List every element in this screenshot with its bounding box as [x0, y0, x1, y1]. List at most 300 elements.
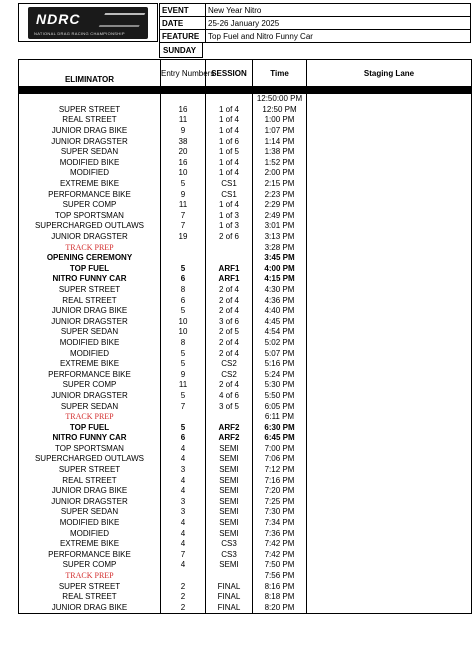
staging-lane-cell — [307, 253, 472, 264]
time-cell: 7:36 PM — [253, 528, 307, 539]
time-cell: 5:07 PM — [253, 348, 307, 359]
staging-lane-cell — [307, 571, 472, 582]
entry-count-cell: 5 — [161, 422, 206, 433]
staging-lane-cell — [307, 422, 472, 433]
table-row — [19, 592, 472, 603]
entry-count-cell: 11 — [161, 115, 206, 126]
session-cell: SEMI — [206, 454, 253, 465]
table-row — [19, 242, 472, 253]
schedule-table — [18, 59, 472, 614]
time-cell: 2:29 PM — [253, 200, 307, 211]
time-cell: 3:45 PM — [253, 253, 307, 264]
table-row — [19, 348, 472, 359]
session-cell: 2 of 4 — [206, 295, 253, 306]
entry-count-cell: 2 — [161, 603, 206, 614]
eliminator-cell: PERFORMANCE BIKE — [19, 369, 161, 380]
time-cell: 5:30 PM — [253, 380, 307, 391]
entry-count-cell: 10 — [161, 327, 206, 338]
eliminator-cell: SUPER STREET — [19, 465, 161, 476]
eliminator-cell: PERFORMANCE BIKE — [19, 189, 161, 200]
eliminator-cell: TRACK PREP — [19, 571, 161, 582]
session-cell: SEMI — [206, 475, 253, 486]
eliminator-cell: SUPER SEDAN — [19, 507, 161, 518]
time-cell: 7:30 PM — [253, 507, 307, 518]
eliminator-cell: TOP FUEL — [19, 422, 161, 433]
session-cell: 3 of 6 — [206, 316, 253, 327]
table-row — [19, 401, 472, 412]
staging-lane-cell — [307, 316, 472, 327]
table-row — [19, 136, 472, 147]
entry-count-cell: 5 — [161, 391, 206, 402]
time-cell: 8:20 PM — [253, 603, 307, 614]
entry-count-cell — [161, 242, 206, 253]
session-cell: CS1 — [206, 189, 253, 200]
session-cell: 2 of 4 — [206, 380, 253, 391]
eliminator-cell — [19, 94, 161, 105]
entry-count-cell: 3 — [161, 465, 206, 476]
eliminator-cell: SUPER STREET — [19, 581, 161, 592]
time-cell: 3:01 PM — [253, 221, 307, 232]
time-cell: 6:05 PM — [253, 401, 307, 412]
staging-lane-cell — [307, 454, 472, 465]
eliminator-cell: REAL STREET — [19, 475, 161, 486]
table-row — [19, 391, 472, 402]
session-cell: CS2 — [206, 369, 253, 380]
time-cell: 1:14 PM — [253, 136, 307, 147]
entry-count-cell: 3 — [161, 507, 206, 518]
time-cell: 12:50 PM — [253, 105, 307, 116]
entry-count-cell: 5 — [161, 179, 206, 190]
entry-count-cell — [161, 412, 206, 423]
staging-lane-cell — [307, 412, 472, 423]
session-cell: FINAL — [206, 581, 253, 592]
entry-count-cell: 8 — [161, 338, 206, 349]
table-row — [19, 454, 472, 465]
table-row — [19, 369, 472, 380]
staging-lane-cell — [307, 179, 472, 190]
eliminator-cell: MODIFIED BIKE — [19, 338, 161, 349]
staging-lane-cell — [307, 539, 472, 550]
session-cell: SEMI — [206, 486, 253, 497]
session-cell: FINAL — [206, 603, 253, 614]
entry-count-cell: 5 — [161, 264, 206, 275]
entry-count-cell: 6 — [161, 295, 206, 306]
event-row — [160, 4, 471, 17]
staging-lane-cell — [307, 232, 472, 243]
entry-count-cell: 6 — [161, 433, 206, 444]
session-cell: 2 of 4 — [206, 285, 253, 296]
staging-lane-cell — [307, 221, 472, 232]
entry-count-cell: 9 — [161, 189, 206, 200]
staging-lane-cell — [307, 528, 472, 539]
staging-lane-cell — [307, 359, 472, 370]
staging-lane-cell — [307, 136, 472, 147]
time-cell: 1:38 PM — [253, 147, 307, 158]
table-row — [19, 550, 472, 561]
time-cell: 7:50 PM — [253, 560, 307, 571]
table-row — [19, 359, 472, 370]
session-cell — [206, 242, 253, 253]
feature-value: Top Fuel and Nitro Funny Car — [206, 30, 471, 43]
session-header: SESSION — [206, 60, 253, 87]
time-cell: 7:06 PM — [253, 454, 307, 465]
session-cell: SEMI — [206, 528, 253, 539]
staging-lane-header: Staging Lane — [307, 60, 472, 87]
staging-lane-cell — [307, 94, 472, 105]
entry-count-cell: 4 — [161, 539, 206, 550]
entry-count-cell: 9 — [161, 369, 206, 380]
entry-count-cell: 2 — [161, 581, 206, 592]
staging-lane-cell — [307, 264, 472, 275]
staging-lane-cell — [307, 147, 472, 158]
table-row — [19, 603, 472, 614]
time-cell: 1:07 PM — [253, 126, 307, 137]
time-cell: 8:18 PM — [253, 592, 307, 603]
table-row — [19, 274, 472, 285]
date-row — [160, 17, 471, 30]
entry-count-cell: 10 — [161, 316, 206, 327]
session-cell: CS1 — [206, 179, 253, 190]
staging-lane-cell — [307, 444, 472, 455]
session-cell: 1 of 4 — [206, 115, 253, 126]
logo-subtitle: NATIONAL DRAG RACING CHAMPIONSHIP — [34, 30, 125, 36]
table-row — [19, 571, 472, 582]
entry-count-cell: 38 — [161, 136, 206, 147]
eliminator-cell: TOP SPORTSMAN — [19, 444, 161, 455]
session-cell: CS2 — [206, 359, 253, 370]
table-row — [19, 179, 472, 190]
entry-count-cell — [161, 253, 206, 264]
staging-lane-cell — [307, 105, 472, 116]
eliminator-cell: TOP SPORTSMAN — [19, 211, 161, 222]
entry-count-cell: 2 — [161, 592, 206, 603]
session-cell: 2 of 4 — [206, 348, 253, 359]
session-cell: CS3 — [206, 550, 253, 561]
time-cell: 7:56 PM — [253, 571, 307, 582]
eliminator-cell: MODIFIED BIKE — [19, 158, 161, 169]
staging-lane-cell — [307, 475, 472, 486]
ndrc-logo — [28, 7, 148, 39]
staging-lane-cell — [307, 401, 472, 412]
time-cell: 5:24 PM — [253, 369, 307, 380]
eliminator-cell: MODIFIED — [19, 528, 161, 539]
time-cell: 3:28 PM — [253, 242, 307, 253]
staging-lane-cell — [307, 242, 472, 253]
eliminator-cell: MODIFIED — [19, 348, 161, 359]
staging-lane-cell — [307, 369, 472, 380]
table-row — [19, 253, 472, 264]
eliminator-cell: SUPER SEDAN — [19, 147, 161, 158]
staging-lane-cell — [307, 465, 472, 476]
entry-count-cell: 16 — [161, 105, 206, 116]
entry-count-cell — [161, 571, 206, 582]
table-row — [19, 115, 472, 126]
time-cell: 6:45 PM — [253, 433, 307, 444]
time-cell: 1:00 PM — [253, 115, 307, 126]
staging-lane-cell — [307, 126, 472, 137]
session-cell: ARF2 — [206, 433, 253, 444]
entry-count-cell: 4 — [161, 518, 206, 529]
eliminator-cell: REAL STREET — [19, 115, 161, 126]
table-row — [19, 465, 472, 476]
session-cell: 1 of 4 — [206, 158, 253, 169]
staging-lane-cell — [307, 211, 472, 222]
table-row — [19, 105, 472, 116]
time-cell: 7:42 PM — [253, 550, 307, 561]
entry-numbers-header: Entry Numbers — [161, 60, 206, 87]
entry-count-cell: 5 — [161, 348, 206, 359]
eliminator-cell: NITRO FUNNY CAR — [19, 274, 161, 285]
logo-wing-graphic — [99, 13, 146, 27]
table-row — [19, 380, 472, 391]
session-cell: 1 of 4 — [206, 126, 253, 137]
table-row — [19, 507, 472, 518]
session-cell: 1 of 4 — [206, 168, 253, 179]
eliminator-cell: SUPERCHARGED OUTLAWS — [19, 454, 161, 465]
session-cell: SEMI — [206, 518, 253, 529]
eliminator-cell: JUNIOR DRAGSTER — [19, 316, 161, 327]
table-row — [19, 158, 472, 169]
entry-count-cell: 7 — [161, 401, 206, 412]
staging-lane-cell — [307, 274, 472, 285]
entry-count-cell: 4 — [161, 444, 206, 455]
staging-lane-cell — [307, 592, 472, 603]
time-cell: 7:25 PM — [253, 497, 307, 508]
eliminator-cell: EXTREME BIKE — [19, 539, 161, 550]
eliminator-cell: SUPER SEDAN — [19, 327, 161, 338]
entry-count-cell: 6 — [161, 274, 206, 285]
session-cell: SEMI — [206, 444, 253, 455]
entry-count-cell: 7 — [161, 550, 206, 561]
table-row — [19, 539, 472, 550]
table-row — [19, 486, 472, 497]
table-row — [19, 264, 472, 275]
staging-lane-cell — [307, 486, 472, 497]
staging-lane-cell — [307, 603, 472, 614]
eliminator-cell: JUNIOR DRAGSTER — [19, 232, 161, 243]
entry-count-cell: 5 — [161, 306, 206, 317]
time-cell: 7:20 PM — [253, 486, 307, 497]
eliminator-cell: PERFORMANCE BIKE — [19, 550, 161, 561]
eliminator-cell: TRACK PREP — [19, 412, 161, 423]
eliminator-cell: JUNIOR DRAG BIKE — [19, 486, 161, 497]
entry-count-cell: 7 — [161, 221, 206, 232]
eliminator-cell: SUPER SEDAN — [19, 401, 161, 412]
session-cell: SEMI — [206, 507, 253, 518]
table-row — [19, 433, 472, 444]
time-cell: 8:16 PM — [253, 581, 307, 592]
table-row — [19, 306, 472, 317]
session-cell: 1 of 3 — [206, 211, 253, 222]
staging-lane-cell — [307, 200, 472, 211]
session-cell: SEMI — [206, 497, 253, 508]
event-key: EVENT — [160, 4, 206, 17]
session-cell — [206, 571, 253, 582]
staging-lane-cell — [307, 338, 472, 349]
eliminator-cell: REAL STREET — [19, 295, 161, 306]
date-value: 25-26 January 2025 — [206, 17, 471, 30]
table-row — [19, 581, 472, 592]
staging-lane-cell — [307, 391, 472, 402]
eliminator-cell: JUNIOR DRAGSTER — [19, 497, 161, 508]
session-cell — [206, 94, 253, 105]
session-cell: 1 of 4 — [206, 200, 253, 211]
eliminator-cell: EXTREME BIKE — [19, 359, 161, 370]
table-row — [19, 560, 472, 571]
time-cell: 6:30 PM — [253, 422, 307, 433]
entry-count-cell: 16 — [161, 158, 206, 169]
time-cell: 4:00 PM — [253, 264, 307, 275]
table-row — [19, 168, 472, 179]
entry-count-cell: 3 — [161, 497, 206, 508]
table-row — [19, 285, 472, 296]
staging-lane-cell — [307, 550, 472, 561]
staging-lane-cell — [307, 497, 472, 508]
entry-count-cell: 4 — [161, 475, 206, 486]
time-cell: 1:52 PM — [253, 158, 307, 169]
staging-lane-cell — [307, 560, 472, 571]
eliminator-cell: MODIFIED BIKE — [19, 518, 161, 529]
time-cell: 4:36 PM — [253, 295, 307, 306]
session-cell: FINAL — [206, 592, 253, 603]
entry-count-cell: 20 — [161, 147, 206, 158]
eliminator-cell: OPENING CEREMONY — [19, 253, 161, 264]
eliminator-cell: JUNIOR DRAG BIKE — [19, 603, 161, 614]
session-cell: ARF2 — [206, 422, 253, 433]
staging-lane-cell — [307, 433, 472, 444]
time-cell: 5:50 PM — [253, 391, 307, 402]
entry-count-cell: 5 — [161, 359, 206, 370]
eliminator-header: ELIMINATOR — [19, 60, 161, 87]
staging-lane-cell — [307, 295, 472, 306]
time-cell: 3:13 PM — [253, 232, 307, 243]
table-row — [19, 295, 472, 306]
session-cell: ARF1 — [206, 274, 253, 285]
time-cell: 2:00 PM — [253, 168, 307, 179]
table-row — [19, 189, 472, 200]
session-cell: 2 of 6 — [206, 232, 253, 243]
time-cell: 2:23 PM — [253, 189, 307, 200]
day-label: SUNDAY — [159, 42, 203, 58]
staging-lane-cell — [307, 189, 472, 200]
eliminator-cell: TOP FUEL — [19, 264, 161, 275]
event-value: New Year Nitro — [206, 4, 471, 17]
eliminator-cell: JUNIOR DRAG BIKE — [19, 126, 161, 137]
time-header: Time — [253, 60, 307, 87]
table-row — [19, 412, 472, 423]
staging-lane-cell — [307, 581, 472, 592]
table-row — [19, 94, 472, 105]
eliminator-cell: TRACK PREP — [19, 242, 161, 253]
session-cell: SEMI — [206, 465, 253, 476]
eliminator-cell: REAL STREET — [19, 592, 161, 603]
time-cell: 7:00 PM — [253, 444, 307, 455]
table-row — [19, 221, 472, 232]
time-cell: 4:15 PM — [253, 274, 307, 285]
time-cell: 5:16 PM — [253, 359, 307, 370]
table-row — [19, 147, 472, 158]
table-row — [19, 327, 472, 338]
table-row — [19, 211, 472, 222]
eliminator-cell: SUPER STREET — [19, 105, 161, 116]
entry-count-cell: 9 — [161, 126, 206, 137]
time-cell: 4:54 PM — [253, 327, 307, 338]
session-cell: 3 of 5 — [206, 401, 253, 412]
time-cell: 4:30 PM — [253, 285, 307, 296]
entry-count-cell: 4 — [161, 528, 206, 539]
entry-count-cell: 4 — [161, 486, 206, 497]
eliminator-cell: NITRO FUNNY CAR — [19, 433, 161, 444]
table-row — [19, 528, 472, 539]
eliminator-cell: JUNIOR DRAG BIKE — [19, 306, 161, 317]
session-cell: 4 of 6 — [206, 391, 253, 402]
eliminator-cell: SUPER COMP — [19, 560, 161, 571]
time-cell: 2:15 PM — [253, 179, 307, 190]
eliminator-cell: SUPERCHARGED OUTLAWS — [19, 221, 161, 232]
time-cell: 2:49 PM — [253, 211, 307, 222]
table-row — [19, 475, 472, 486]
eliminator-cell: JUNIOR DRAGSTER — [19, 391, 161, 402]
logo-mark: NDRC — [36, 10, 81, 27]
table-header-row — [19, 60, 472, 87]
table-row — [19, 316, 472, 327]
logo-cell — [18, 3, 158, 42]
staging-lane-cell — [307, 158, 472, 169]
time-cell: 7:34 PM — [253, 518, 307, 529]
feature-key: FEATURE — [160, 30, 206, 43]
staging-lane-cell — [307, 115, 472, 126]
table-row — [19, 200, 472, 211]
time-cell: 4:40 PM — [253, 306, 307, 317]
session-cell: SEMI — [206, 560, 253, 571]
table-row — [19, 126, 472, 137]
table-row — [19, 444, 472, 455]
time-cell: 4:45 PM — [253, 316, 307, 327]
session-cell: ARF1 — [206, 264, 253, 275]
time-cell: 5:02 PM — [253, 338, 307, 349]
session-cell: 2 of 4 — [206, 306, 253, 317]
session-cell — [206, 253, 253, 264]
staging-lane-cell — [307, 306, 472, 317]
staging-lane-cell — [307, 327, 472, 338]
eliminator-cell: EXTREME BIKE — [19, 179, 161, 190]
session-cell: 1 of 3 — [206, 221, 253, 232]
staging-lane-cell — [307, 285, 472, 296]
table-row — [19, 232, 472, 243]
eliminator-cell: SUPER COMP — [19, 380, 161, 391]
staging-lane-cell — [307, 348, 472, 359]
feature-row — [160, 30, 471, 43]
entry-count-cell: 19 — [161, 232, 206, 243]
time-cell: 7:16 PM — [253, 475, 307, 486]
table-row — [19, 422, 472, 433]
table-row — [19, 497, 472, 508]
entry-count-cell: 11 — [161, 200, 206, 211]
table-row — [19, 518, 472, 529]
session-cell: 1 of 5 — [206, 147, 253, 158]
time-cell: 7:12 PM — [253, 465, 307, 476]
session-cell: 2 of 5 — [206, 327, 253, 338]
entry-count-cell: 11 — [161, 380, 206, 391]
staging-lane-cell — [307, 168, 472, 179]
session-cell: 1 of 4 — [206, 105, 253, 116]
entry-count-cell: 4 — [161, 560, 206, 571]
entry-count-cell: 7 — [161, 211, 206, 222]
session-cell: CS3 — [206, 539, 253, 550]
staging-lane-cell — [307, 518, 472, 529]
session-cell — [206, 412, 253, 423]
session-cell: 1 of 6 — [206, 136, 253, 147]
